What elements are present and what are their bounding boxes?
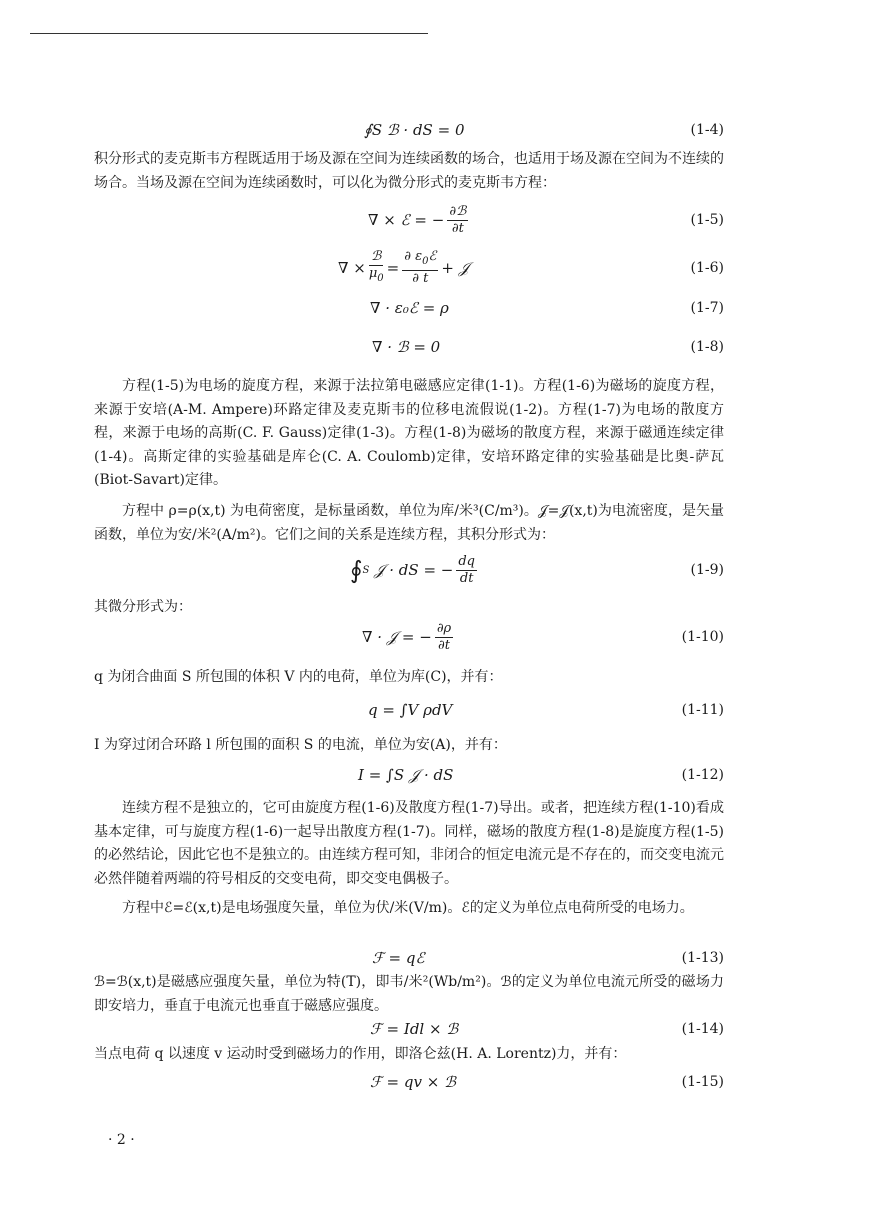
- paragraph: q 为闭合曲面 S 所包围的体积 V 内的电荷，单位为库(C)，并有：: [94, 669, 503, 685]
- equation-label: (1-15): [681, 1074, 724, 1090]
- equation-body: ∇ · ε₀ℰ = ρ: [370, 299, 449, 317]
- header-rule: [30, 33, 428, 34]
- paragraph: 连续方程不是独立的，它可由旋度方程(1-6)及散度方程(1-7)导出。或者，把连续方程(1-10)看成基本定律，可与旋度方程(1-6)一起导出散度方程(1-7)。同样，磁场的散度方程(1-8)是旋度方程(1-5)的必然结论，因此它也不是独立的。由连续方程可知，非闭合的恒定电流元是不存在的，而交变电流元必然伴随着两端的符号相反的交变电荷，即交变电偶极子。: [94, 800, 724, 887]
- paragraph: 方程(1-5)为电场的旋度方程，来源于法拉第电磁感应定律(1-1)。方程(1-6)为磁场的旋度方程，来源于安培(A-M. Ampere)环路定律及麦克斯韦的位移电流假说(1-2)。方程(1-7)为电场的散度方程，来源于电场的高斯(C. F. Gauss)定律(1-3)。方程(1-8)为磁场的散度方程，来源于磁通连续定律(1-4)。高斯定律的实验基础是库仑(C. A. Coulomb)定律，安培环路定律的实验基础是比奥-萨瓦(Biot-Savart)定律。: [94, 378, 724, 488]
- paragraph: 方程中ℰ=ℰ(x,t)是电场强度矢量，单位为伏/米(V/m)。ℰ的定义为单位点电荷所受的电场力。: [122, 900, 694, 916]
- equation-label: (1-9): [690, 562, 724, 578]
- equation-label: (1-12): [681, 767, 724, 783]
- equation-1-10: [0, 617, 870, 657]
- equation-1-4: [0, 110, 870, 150]
- equation-body: ∇ · ℬ = 0: [372, 338, 441, 356]
- equation-body: I = ∫S 𝒥 · dS: [358, 766, 454, 784]
- paragraph: ℬ=ℬ(x,t)是磁感应强度矢量，单位为特(T)，即韦/米²(Wb/m²)。ℬ的定义为单位电流元所受的磁场力即安培力，垂直于电流元也垂直于磁感应强度。: [94, 974, 724, 1014]
- equation-body: ∮ S 𝒥 · dS = − $\frac{dq}{dt}$: [350, 553, 476, 586]
- paragraph: I 为穿过闭合环路 l 所包围的面积 S 的电流，单位为安(A)，并有：: [94, 737, 507, 753]
- equation-label: (1-10): [681, 629, 724, 645]
- equation-label: (1-14): [681, 1021, 724, 1037]
- equation-1-9: [0, 550, 870, 590]
- paragraph: 其微分形式为：: [94, 599, 192, 615]
- equation-label: (1-8): [690, 339, 724, 355]
- equation-1-6: [0, 248, 870, 288]
- equation-body: q = ∫V ρdV: [368, 701, 453, 719]
- equation-body: ∇ · 𝒥 = − $\frac{\partial\rho}{\partial t}$: [362, 620, 452, 653]
- paragraph: 方程中 ρ=ρ(x,t) 为电荷密度，是标量函数，单位为库/米³(C/m³)。𝒥=𝒥(x,t)为电流密度，是矢量函数，单位为安/米²(A/m²)。它们之间的关系是连续方程，其积分形式为：: [94, 503, 724, 543]
- equation-body: ∇ × ℰ = − $\frac{\text{∂ℬ}}{\partial t}$: [368, 203, 467, 236]
- equation-label: (1-5): [690, 212, 724, 228]
- equation-body: ℱ = Idl × ℬ: [370, 1020, 459, 1038]
- equation-body: ∮S ℬ · dS = 0: [364, 121, 465, 139]
- equation-label: (1-4): [690, 122, 724, 138]
- equation-1-5: [0, 200, 870, 240]
- page-number: · 2 ·: [108, 1132, 135, 1148]
- equation-body: ℱ = qv × ℬ: [370, 1073, 456, 1091]
- paragraph: 积分形式的麦克斯韦方程既适用于场及源在空间为连续函数的场合，也适用于场及源在空间为不连续的场合。当场及源在空间为连续函数时，可以化为微分形式的麦克斯韦方程：: [94, 151, 724, 191]
- equation-label: (1-6): [690, 260, 724, 276]
- equation-label: (1-13): [681, 950, 724, 966]
- equation-1-7: [0, 288, 870, 328]
- equation-1-15: [0, 1062, 870, 1102]
- equation-label: (1-11): [681, 702, 724, 718]
- equation-1-12: [0, 755, 870, 795]
- equation-label: (1-7): [690, 300, 724, 316]
- equation-body: ℱ = qℰ: [372, 949, 425, 967]
- paragraph: 当点电荷 q 以速度 v 运动时受到磁场力的作用，即洛仑兹(H. A. Lorentz)力，并有：: [94, 1046, 627, 1062]
- equation-body: ∇ × $\frac{\text{ℬ}}{\mu_0}$ = $\frac{\partial \varepsilon_0ℰ}{\partial t}$ + 𝒥: [338, 249, 469, 286]
- equation-1-11: [0, 690, 870, 730]
- equation-1-8: [0, 327, 870, 367]
